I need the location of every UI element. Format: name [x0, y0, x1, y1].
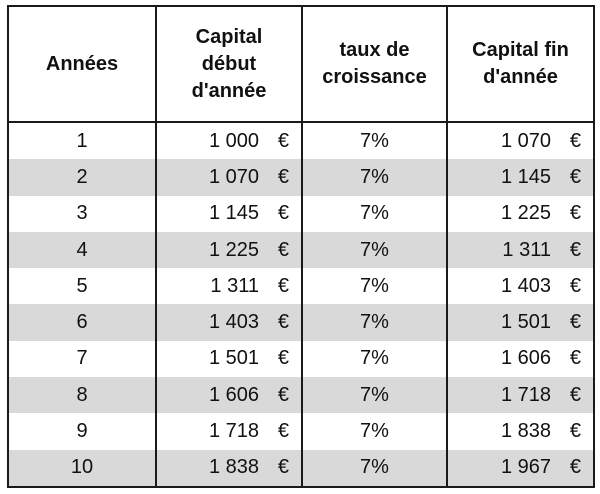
- capital-end-value: 1 145: [500, 165, 551, 188]
- currency-symbol: €: [569, 347, 581, 370]
- table-row: [9, 304, 593, 340]
- currency-symbol: €: [277, 129, 289, 152]
- table-row: [9, 159, 593, 195]
- table-row: [9, 268, 593, 304]
- currency-symbol: €: [569, 456, 581, 479]
- capital-start-value: 1 718: [208, 420, 259, 443]
- capital-start-value: 1 070: [208, 165, 259, 188]
- currency-symbol: €: [277, 274, 289, 297]
- capital-start-value: 1 145: [208, 202, 259, 225]
- growth-rate-cell: 7%: [302, 377, 447, 413]
- growth-rate-cell: 7%: [302, 413, 447, 449]
- capital-end-value: 1 311: [502, 238, 551, 261]
- capital-start-cell: [156, 232, 302, 268]
- year-cell: 2: [9, 159, 156, 195]
- currency-symbol: €: [569, 129, 581, 152]
- currency-symbol: €: [277, 238, 289, 261]
- capital-start-value: 1 606: [208, 383, 259, 406]
- growth-rate-cell: 7%: [302, 268, 447, 304]
- capital-end-value: 1 070: [500, 129, 551, 152]
- currency-symbol: €: [277, 456, 289, 479]
- capital-start-cell: [156, 450, 302, 486]
- capital-end-value: 1 967: [500, 456, 551, 479]
- growth-rate-cell: 7%: [302, 450, 447, 486]
- table-row: [9, 377, 593, 413]
- currency-symbol: €: [569, 383, 581, 406]
- header-row: [9, 7, 593, 122]
- currency-symbol: €: [569, 238, 581, 261]
- capital-end-cell: [447, 377, 593, 413]
- capital-end-cell: [447, 232, 593, 268]
- table-row: [9, 122, 593, 159]
- capital-end-value: 1 403: [500, 274, 551, 297]
- capital-start-value: 1 501: [208, 347, 259, 370]
- currency-symbol: €: [569, 202, 581, 225]
- capital-end-value: 1 838: [500, 420, 551, 443]
- year-cell: 5: [76, 274, 88, 297]
- header-years: Années: [9, 7, 156, 122]
- currency-symbol: €: [277, 311, 289, 334]
- capital-start-value: 1 000: [208, 129, 259, 152]
- year-cell: 1: [76, 129, 88, 152]
- capital-end-cell: [447, 341, 593, 377]
- capital-end-cell: [447, 413, 593, 449]
- currency-symbol: €: [277, 420, 289, 443]
- table-row: [9, 232, 593, 268]
- capital-start-cell: [156, 268, 302, 304]
- capital-end-cell: [447, 268, 593, 304]
- header-capital-end: Capital fin d'année: [447, 7, 593, 122]
- compound-growth-table: [7, 5, 595, 488]
- growth-rate-cell: 7%: [302, 196, 447, 232]
- growth-rate-cell: 7%: [302, 304, 447, 340]
- table-row: [9, 450, 593, 486]
- table-body: [9, 122, 593, 486]
- year-cell: 8: [9, 377, 156, 413]
- currency-symbol: €: [569, 274, 581, 297]
- header-capital-start: Capital début d'année: [156, 7, 302, 122]
- currency-symbol: €: [569, 420, 581, 443]
- currency-symbol: €: [277, 202, 289, 225]
- capital-start-cell: [156, 377, 302, 413]
- capital-end-cell: [447, 122, 593, 159]
- capital-start-cell: [156, 413, 302, 449]
- year-cell: 10: [9, 450, 156, 486]
- header-growth-rate: taux de croissance: [302, 7, 447, 122]
- capital-end-cell: [447, 159, 593, 195]
- capital-start-cell: [156, 304, 302, 340]
- table-row: [9, 341, 593, 377]
- capital-start-cell: [156, 159, 302, 195]
- currency-symbol: €: [569, 165, 581, 188]
- currency-symbol: €: [277, 165, 289, 188]
- currency-symbol: €: [277, 383, 289, 406]
- growth-rate-cell: 7%: [302, 341, 447, 377]
- capital-start-value: 1 838: [208, 456, 259, 479]
- year-cell: 9: [76, 420, 88, 443]
- table-row: [9, 413, 593, 449]
- data-table: [9, 7, 593, 486]
- year-cell: 7: [76, 347, 88, 370]
- growth-rate-cell: 7%: [302, 159, 447, 195]
- capital-end-value: 1 501: [500, 311, 551, 334]
- capital-end-cell: [447, 450, 593, 486]
- capital-end-value: 1 225: [500, 202, 551, 225]
- year-cell: 3: [76, 202, 88, 225]
- table-row: [9, 196, 593, 232]
- capital-end-value: 1 606: [500, 347, 551, 370]
- capital-start-cell: [156, 341, 302, 377]
- capital-end-cell: [447, 196, 593, 232]
- capital-start-value: 1 225: [208, 238, 259, 261]
- growth-rate-cell: 7%: [302, 122, 447, 159]
- currency-symbol: €: [277, 347, 289, 370]
- currency-symbol: €: [569, 311, 581, 334]
- capital-start-value: 1 311: [210, 274, 259, 297]
- year-cell: 6: [9, 304, 156, 340]
- growth-rate-cell: 7%: [302, 232, 447, 268]
- capital-end-cell: [447, 304, 593, 340]
- capital-start-value: 1 403: [208, 311, 259, 334]
- capital-end-value: 1 718: [500, 383, 551, 406]
- capital-start-cell: [156, 122, 302, 159]
- year-cell: 4: [9, 232, 156, 268]
- capital-start-cell: [156, 196, 302, 232]
